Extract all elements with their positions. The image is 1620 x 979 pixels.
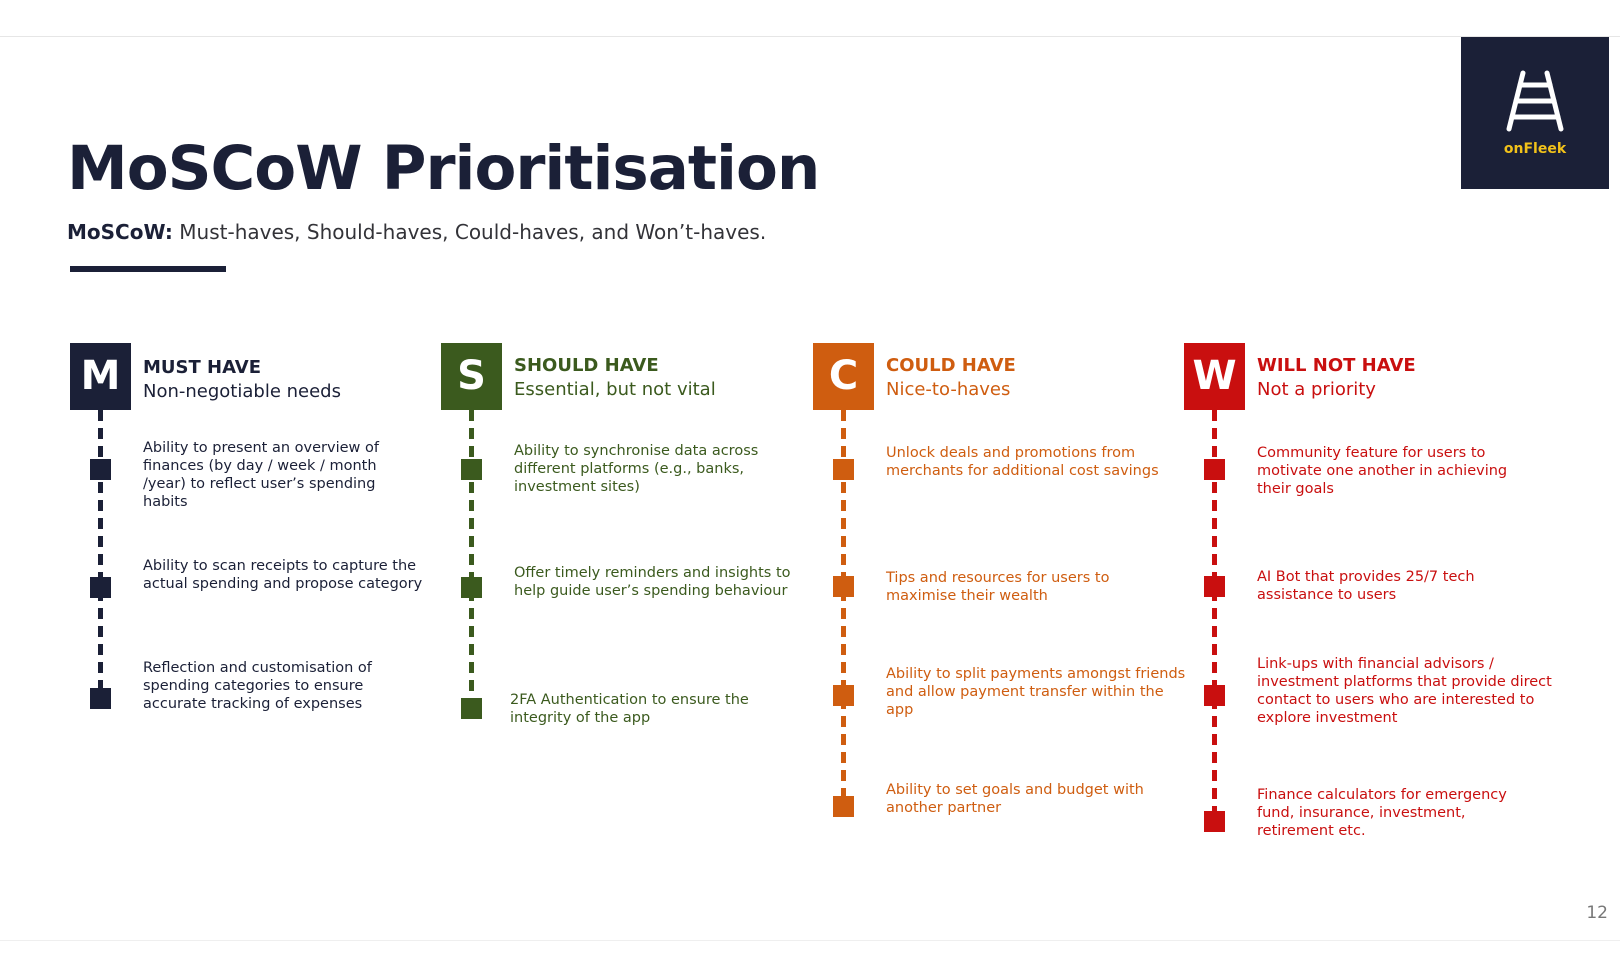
will-not-have-subtitle: Not a priority [1257, 379, 1376, 400]
should-have-item: Offer timely reminders and insights to help guide user’s spending behaviour [514, 565, 791, 599]
will-not-have-item: Finance calculators for emergency fund, insurance, investment, retirement etc. [1257, 787, 1507, 839]
could-have-subtitle: Nice-to-haves [886, 379, 1011, 400]
must-have-marker [90, 688, 111, 709]
could-have-item: Ability to split payments amongst friends and allow payment transfer within the app [886, 666, 1186, 718]
should-have-marker [461, 577, 482, 598]
should-have-item: 2FA Authentication to ensure the integrity of the app [510, 692, 749, 726]
ladder-icon [1503, 69, 1567, 133]
will-not-have-item: Link-ups with financial advisors / investment platforms that provide direct contact to users who are interested to explore investment [1257, 656, 1552, 726]
could-have-marker [833, 576, 854, 597]
must-have-dashed-line [98, 410, 103, 700]
must-have-subtitle: Non-negotiable needs [143, 381, 341, 402]
should-have-item: Ability to synchronise data across different platforms (e.g., banks, investment sites) [514, 443, 759, 495]
should-have-column [441, 343, 811, 883]
should-have-marker [461, 459, 482, 480]
could-have-marker [833, 459, 854, 480]
must-have-marker [90, 577, 111, 598]
will-not-have-marker [1204, 685, 1225, 706]
subtitle-lead: MoSCoW: [67, 220, 173, 244]
slide-title: MoSCoW Prioritisation [67, 133, 820, 204]
logo-text: onFleek [1503, 141, 1567, 157]
subtitle-text: Must-haves, Should-haves, Could-haves, and Won’t-haves. [172, 220, 767, 244]
must-have-item: Reflection and customisation of spending categories to ensure accurate tracking of expenses [143, 660, 372, 712]
must-have-title: MUST HAVE [143, 357, 262, 378]
onfleek-logo [1461, 37, 1609, 189]
page-number: 12 [1586, 903, 1608, 923]
should-have-dashed-line [469, 410, 474, 700]
could-have-badge: C [813, 343, 874, 410]
window-bottom-bar [0, 940, 1620, 979]
must-have-badge: M [70, 343, 131, 410]
could-have-title: COULD HAVE [886, 355, 1016, 376]
should-have-badge: S [441, 343, 502, 410]
must-have-item: Ability to scan receipts to capture the actual spending and propose category [143, 558, 423, 592]
will-not-have-column [1184, 343, 1554, 883]
should-have-marker [461, 698, 482, 719]
will-not-have-item: Community feature for users to motivate one another in achieving their goals [1257, 445, 1508, 497]
could-have-item: Ability to set goals and budget with another partner [886, 782, 1144, 816]
will-not-have-title: WILL NOT HAVE [1257, 355, 1416, 376]
will-not-have-marker [1204, 811, 1225, 832]
could-have-item: Tips and resources for users to maximise their wealth [886, 570, 1110, 604]
could-have-marker [833, 796, 854, 817]
must-have-marker [90, 459, 111, 480]
should-have-title: SHOULD HAVE [514, 355, 659, 376]
title-underline [70, 266, 226, 272]
will-not-have-badge: W [1184, 343, 1245, 410]
window-top-bar [0, 0, 1620, 37]
will-not-have-item: AI Bot that provides 25/7 tech assistance to users [1257, 569, 1475, 603]
slide [0, 37, 1620, 939]
will-not-have-marker [1204, 576, 1225, 597]
could-have-column [813, 343, 1186, 883]
must-have-column [70, 343, 440, 883]
could-have-marker [833, 685, 854, 706]
will-not-have-marker [1204, 459, 1225, 480]
should-have-subtitle: Essential, but not vital [514, 379, 716, 400]
could-have-item: Unlock deals and promotions from merchants for additional cost savings [886, 445, 1159, 479]
slide-subtitle [67, 220, 766, 244]
must-have-item: Ability to present an overview of finances (by day / week / month /year) to reflect user’s spending habits [143, 440, 379, 510]
